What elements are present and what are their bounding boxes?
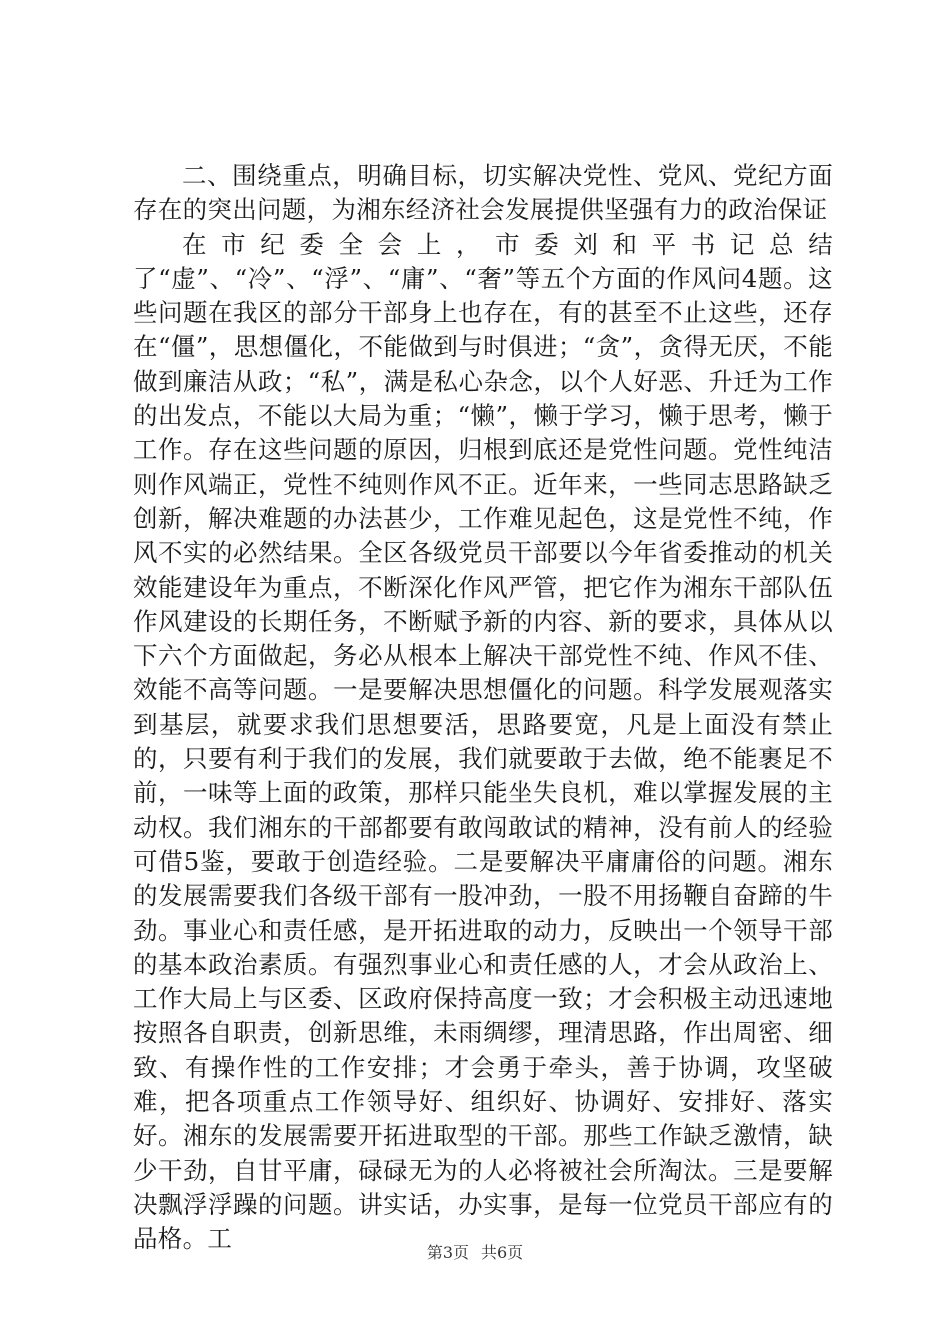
page-footer bbox=[0, 1240, 950, 1263]
section-heading-paragraph: 二、围绕重点，明确目标，切实解决党性、党风、党纪方面存在的突出问题，为湘东经济社会发展提供坚强有力的政治保证 bbox=[133, 161, 833, 225]
page-number-current: 第3页 bbox=[426, 1243, 469, 1262]
document-body bbox=[133, 159, 833, 1257]
body-paragraph: 在市纪委全会上，市委刘和平书记总结了“虚”、“冷”、“浮”、“庸”、“奢”等五个方面的作风问4题。这些问题在我区的部分干部身上也存在，有的甚至不止这些，还存在“僵”，思想僵化，不能做到与时俱进；“贪”，贪得无厌，不能做到廉洁从政；“私”，满是私心杂念，以个人好恶、升迁为工作的出发点，不能以大局为重；“懒”，懒于学习，懒于思考，懒于工作。存在这些问题的原因，归根到底还是党性问题。党性纯洁则作风端正，党性不纯则作风不正。近年来，一些同志思路缺乏创新，解决难题的办法甚少，工作难见起色，这是党性不纯，作风不实的必然结果。全区各级党员干部要以今年省委推动的机关效能建设年为重点，不断深化作风严管，把它作为湘东干部队伍作风建设的长期任务，不断赋予新的内容、新的要求，具体从以下六个方面做起，务必从根本上解决干部党性不纯、作风不佳、效能不高等问题。一是要解决思想僵化的问题。科学发展观落实到基层，就要求我们思想要活，思路要宽，凡是上面没有禁止的，只要有利于我们的发展，我们就要敢于去做，绝不能裹足不前，一味等上面的政策，那样只能坐失良机，难以掌握发展的主动权。我们湘东的干部都要有敢闯敢试的精神，没有前人的经验可借5鉴，要敢于创造经验。二是要解决平庸庸俗的问题。湘东的发展需要我们各级干部有一股冲劲，一股不用扬鞭自奋蹄的牛劲。事业心和责任感，是开拓进取的动力，反映出一个领导干部的基本政治素质。有强烈事业心和责任感的人，才会从政治上、工作大局上与区委、区政府保持高度一致；才会积极主动迅速地按照各自职责，创新思维，未雨绸缪，理清思路，作出周密、细致、有操作性的工作安排；才会勇于牵头，善于协调，攻坚破难，把各项重点工作领导好、组织好、协调好、安排好、落实好。湘东的发展需要开拓进取型的干部。那些工作缺乏激情，缺少干劲，自甘平庸，碌碌无为的人必将被社会所淘汰。三是要解决飘浮浮躁的问题。讲实话，办实事，是每一位党员干部应有的品格。工 bbox=[133, 229, 834, 1254]
page-number-total: 共6页 bbox=[481, 1243, 524, 1262]
